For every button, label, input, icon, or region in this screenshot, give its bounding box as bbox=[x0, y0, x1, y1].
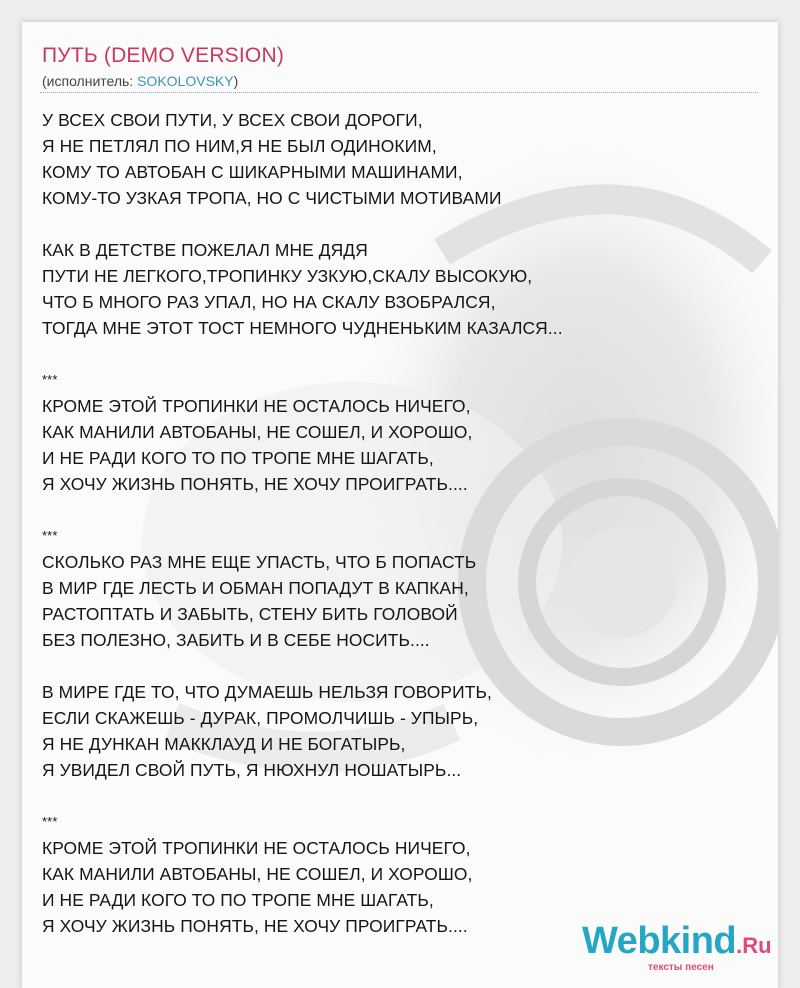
lyrics-line: Я НЕ ДУНКАН МАККЛАУД И НЕ БОГАТЫРЬ, bbox=[42, 734, 406, 754]
lyrics-line: КАК МАНИЛИ АВТОБАНЫ, НЕ СОШЕЛ, И ХОРОШО, bbox=[42, 422, 473, 442]
artist-suffix: ) bbox=[233, 73, 239, 89]
lyrics-line: ЧТО Б МНОГО РАЗ УПАЛ, НО НА СКАЛУ ВЗОБРАЛСЯ, bbox=[42, 292, 496, 312]
lyrics-line: КОМУ-ТО УЗКАЯ ТРОПА, НО С ЧИСТЫМИ МОТИВАМИ bbox=[42, 188, 502, 208]
lyrics-line: КОМУ ТО АВТОБАН С ШИКАРНЫМИ МАШИНАМИ, bbox=[42, 162, 463, 182]
lyrics-line: БЕЗ ПОЛЕЗНО, ЗАБИТЬ И В СЕБЕ НОСИТЬ.... bbox=[42, 630, 430, 650]
lyrics-line: КАК МАНИЛИ АВТОБАНЫ, НЕ СОШЕЛ, И ХОРОШО, bbox=[42, 864, 473, 884]
lyrics-line: ЕСЛИ СКАЖЕШЬ - ДУРАК, ПРОМОЛЧИШЬ - УПЫРЬ, bbox=[42, 708, 479, 728]
lyrics-line: И НЕ РАДИ КОГО ТО ПО ТРОПЕ МНЕ ШАГАТЬ, bbox=[42, 448, 434, 468]
logo-tld: .Ru bbox=[736, 933, 772, 958]
lyrics-line: КРОМЕ ЭТОЙ ТРОПИНКИ НЕ ОСТАЛОСЬ НИЧЕГО, bbox=[42, 396, 471, 416]
lyrics-line: Я ХОЧУ ЖИЗНЬ ПОНЯТЬ, НЕ ХОЧУ ПРОИГРАТЬ.... bbox=[42, 474, 468, 494]
lyrics-line: ПУТИ НЕ ЛЕГКОГО,ТРОПИНКУ УЗКУЮ,СКАЛУ ВЫСОКУЮ, bbox=[42, 266, 533, 286]
song-header bbox=[42, 44, 284, 89]
lyrics-blank-line bbox=[42, 783, 742, 809]
lyrics-blank-line bbox=[42, 341, 742, 367]
logo-tagline: тексты песен bbox=[648, 962, 714, 973]
lyrics-blank-line bbox=[42, 211, 742, 237]
lyrics-line: У ВСЕХ СВОИ ПУТИ, У ВСЕХ СВОИ ДОРОГИ, bbox=[42, 110, 423, 130]
song-title: ПУТЬ (DEMO VERSION) bbox=[42, 44, 285, 67]
lyrics-line: Я ХОЧУ ЖИЗНЬ ПОНЯТЬ, НЕ ХОЧУ ПРОИГРАТЬ.... bbox=[42, 916, 468, 936]
lyrics-line: В МИРЕ ГДЕ ТО, ЧТО ДУМАЕШЬ НЕЛЬЗЯ ГОВОРИТЬ, bbox=[42, 682, 492, 702]
lyrics-text bbox=[42, 107, 742, 939]
artist-link[interactable]: SOKOLOVSKY bbox=[137, 73, 234, 89]
artist-line bbox=[42, 73, 284, 89]
header-divider bbox=[40, 92, 758, 93]
lyrics-line: СКОЛЬКО РАЗ МНЕ ЕЩЕ УПАСТЬ, ЧТО Б ПОПАСТЬ bbox=[42, 552, 477, 572]
lyrics-blank-line bbox=[42, 497, 742, 523]
logo-main-text: Webkind bbox=[582, 920, 737, 962]
lyrics-line: И НЕ РАДИ КОГО ТО ПО ТРОПЕ МНЕ ШАГАТЬ, bbox=[42, 890, 434, 910]
lyrics-line: Я НЕ ПЕТЛЯЛ ПО НИМ,Я НЕ БЫЛ ОДИНОКИМ, bbox=[42, 136, 437, 156]
lyrics-card bbox=[22, 22, 778, 988]
lyrics-line: В МИР ГДЕ ЛЕСТЬ И ОБМАН ПОПАДУТ В КАПКАН, bbox=[42, 578, 469, 598]
lyrics-line: ТОГДА МНЕ ЭТОТ ТОСТ НЕМНОГО ЧУДНЕНЬКИМ КАЗАЛСЯ... bbox=[42, 318, 563, 338]
lyrics-line: РАСТОПТАТЬ И ЗАБЫТЬ, СТЕНУ БИТЬ ГОЛОВОЙ bbox=[42, 604, 458, 624]
lyrics-separator: *** bbox=[42, 372, 58, 387]
lyrics-separator: *** bbox=[42, 528, 58, 543]
lyrics-separator: *** bbox=[42, 814, 58, 829]
lyrics-line: Я УВИДЕЛ СВОЙ ПУТЬ, Я НЮХНУЛ НОШАТЫРЬ... bbox=[42, 760, 462, 780]
artist-prefix: (исполнитель: bbox=[42, 73, 138, 89]
lyrics-line: КАК В ДЕТСТВЕ ПОЖЕЛАЛ МНЕ ДЯДЯ bbox=[42, 240, 368, 260]
lyrics-line: КРОМЕ ЭТОЙ ТРОПИНКИ НЕ ОСТАЛОСЬ НИЧЕГО, bbox=[42, 838, 471, 858]
webkind-logo[interactable] bbox=[582, 920, 778, 973]
lyrics-blank-line bbox=[42, 653, 742, 679]
